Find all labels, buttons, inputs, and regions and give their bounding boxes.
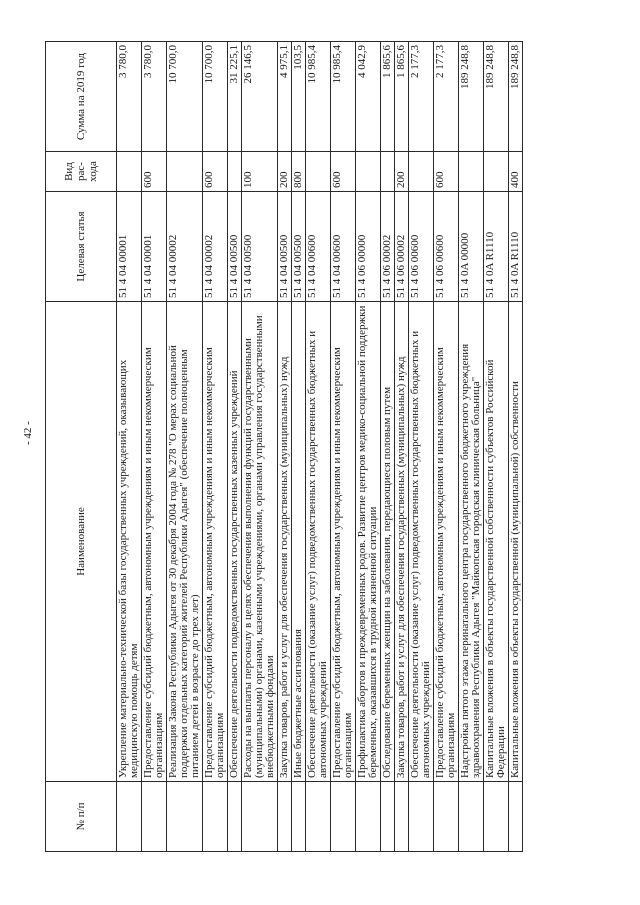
row-name: Надстройка пятого этажа перинатального центра государственного бюджетного учреждения здравоохранения Республики Адыгея "Майкопская городская клиническая больница" — [459, 302, 484, 782]
row-number-cell — [142, 782, 167, 852]
row-number-cell — [278, 782, 292, 852]
row-type: 600 — [142, 152, 167, 192]
row-number-cell — [459, 782, 484, 852]
row-name: Капитальные вложения в объекты государственной (муниципальной) собственности — [509, 302, 523, 782]
row-amount: 26 146,5 — [242, 42, 278, 152]
row-name: Закупка товаров, работ и услуг для обеспечения государственных (муниципальных) нужд — [278, 302, 292, 782]
table-row — [203, 42, 228, 852]
row-name: Предоставление субсидий бюджетным, автономным учреждениям и иным некоммерческим организациям — [331, 302, 356, 782]
row-number-cell — [203, 782, 228, 852]
row-amount: 4 042,9 — [356, 42, 381, 152]
row-type: 800 — [292, 152, 306, 192]
row-type — [167, 152, 203, 192]
table-row — [434, 42, 459, 852]
row-code: 51 4 04 00500 — [292, 192, 306, 302]
row-code: 51 4 04 00500 — [242, 192, 278, 302]
row-amount: 2 177,3 — [409, 42, 434, 152]
row-name: Предоставление субсидий бюджетным, автономным учреждениям и иным некоммерческим организациям — [434, 302, 459, 782]
row-number-cell — [484, 782, 509, 852]
row-type: 200 — [395, 152, 409, 192]
row-type: 600 — [203, 152, 228, 192]
row-name: Обследование беременных женщин на заболевания, передающиеся половым путем — [381, 302, 395, 782]
header-expense-type: Вид рас-хода — [46, 152, 117, 192]
row-type: 600 — [331, 152, 356, 192]
row-code: 51 4 04 00002 — [167, 192, 203, 302]
row-type: 100 — [242, 152, 278, 192]
row-amount: 10 700,0 — [203, 42, 228, 152]
rotated-page-content — [45, 42, 590, 852]
row-type: 200 — [278, 152, 292, 192]
row-type: 400 — [509, 152, 523, 192]
table-row — [228, 42, 242, 852]
row-code: 51 4 06 00002 — [395, 192, 409, 302]
row-number-cell — [306, 782, 331, 852]
row-number-cell — [117, 782, 142, 852]
row-type — [381, 152, 395, 192]
table-row — [381, 42, 395, 852]
row-type — [409, 152, 434, 192]
row-name: Расходы на выплаты персоналу в целях обеспечения выполнения функций государственными (муниципальными) органами, казенными учреждениями, органами управления государственными внебюджетными фондами — [242, 302, 278, 782]
row-number-cell — [434, 782, 459, 852]
row-number-cell — [242, 782, 278, 852]
header-name: Наименование — [46, 302, 117, 782]
row-number-cell — [292, 782, 306, 852]
table-row — [117, 42, 142, 852]
row-name: Капитальные вложения в объекты государственной собственности субъектов Российской Федерации — [484, 302, 509, 782]
table-row — [484, 42, 509, 852]
row-number-cell — [509, 782, 523, 852]
row-code: 51 4 04 00001 — [142, 192, 167, 302]
row-amount: 4 975,1 — [278, 42, 292, 152]
row-type — [117, 152, 142, 192]
row-type — [228, 152, 242, 192]
row-number-cell — [228, 782, 242, 852]
table-row — [242, 42, 278, 852]
header-target-article: Целевая статья — [46, 192, 117, 302]
row-code: 51 4 04 00600 — [331, 192, 356, 302]
table-row — [459, 42, 484, 852]
row-type — [306, 152, 331, 192]
row-type — [459, 152, 484, 192]
row-amount: 1 865,6 — [381, 42, 395, 152]
row-code: 51 4 06 00002 — [381, 192, 395, 302]
row-name: Профилактика абортов и преждевременных родов. Развитие центров медико-социальной поддержки беременных, оказавшихся в трудной жизненной ситуации — [356, 302, 381, 782]
row-code: 51 4 06 00000 — [356, 192, 381, 302]
row-name: Обеспечение деятельности (оказание услуг) подведомственных государственных бюджетных и автономных учреждений — [306, 302, 331, 782]
row-code: 51 4 06 00600 — [434, 192, 459, 302]
row-name: Закупка товаров, работ и услуг для обеспечения государственных (муниципальных) нужд — [395, 302, 409, 782]
table-row — [278, 42, 292, 852]
table-row — [142, 42, 167, 852]
row-number-cell — [395, 782, 409, 852]
row-number-cell — [331, 782, 356, 852]
row-name: Реализация Закона Республики Адыгея от 30 декабря 2004 года № 278 "О мерах социальной поддержки отдельных категорий жителей Республики Адыгея" (обеспечение полноценным питанием детей в возрасте до трех лет) — [167, 302, 203, 782]
row-amount: 3 780,0 — [142, 42, 167, 152]
row-amount: 103,5 — [292, 42, 306, 152]
table-row — [509, 42, 523, 852]
row-name: Предоставление субсидий бюджетным, автономным учреждениям и иным некоммерческим организациям — [203, 302, 228, 782]
row-number-cell — [356, 782, 381, 852]
header-number: № п/п — [46, 782, 117, 852]
budget-table — [45, 41, 523, 852]
table-row — [167, 42, 203, 852]
row-number-cell — [409, 782, 434, 852]
row-amount: 189 248,8 — [459, 42, 484, 152]
row-number-cell — [167, 782, 203, 852]
row-code: 51 4 0A 00000 — [459, 192, 484, 302]
table-row — [292, 42, 306, 852]
table-row — [306, 42, 331, 852]
row-amount: 10 985,4 — [306, 42, 331, 152]
row-type — [356, 152, 381, 192]
header-amount: Сумма на 2019 год — [46, 42, 117, 152]
page-number: - 42 - — [22, 421, 34, 445]
row-name: Обеспечение деятельности (оказание услуг) подведомственных государственных бюджетных и автономных учреждений — [409, 302, 434, 782]
row-amount: 31 225,1 — [228, 42, 242, 152]
row-amount: 189 248,8 — [509, 42, 523, 152]
row-name: Предоставление субсидий бюджетным, автономным учреждениям и иным некоммерческим организациям — [142, 302, 167, 782]
row-amount: 1 865,6 — [395, 42, 409, 152]
row-code: 51 4 04 00600 — [306, 192, 331, 302]
table-row — [356, 42, 381, 852]
row-number-cell — [381, 782, 395, 852]
row-amount: 10 700,0 — [167, 42, 203, 152]
row-name: Обеспечение деятельности подведомственных государственных казенных учреждений — [228, 302, 242, 782]
row-amount: 3 780,0 — [117, 42, 142, 152]
table-row — [409, 42, 434, 852]
row-amount: 189 248,8 — [484, 42, 509, 152]
table-row — [395, 42, 409, 852]
row-amount: 10 985,4 — [331, 42, 356, 152]
row-code: 51 4 04 00001 — [117, 192, 142, 302]
row-type — [484, 152, 509, 192]
row-code: 51 4 04 00002 — [203, 192, 228, 302]
row-type: 600 — [434, 152, 459, 192]
table-header-row — [46, 42, 117, 852]
row-code: 51 4 04 00500 — [278, 192, 292, 302]
row-name: Укрепление материально-технической базы государственных учреждений, оказывающих медицинскую помощь детям — [117, 302, 142, 782]
row-name: Иные бюджетные ассигнования — [292, 302, 306, 782]
row-code: 51 4 04 00500 — [228, 192, 242, 302]
row-code: 51 4 06 00600 — [409, 192, 434, 302]
row-amount: 2 177,3 — [434, 42, 459, 152]
table-row — [331, 42, 356, 852]
row-code: 51 4 0A R1110 — [484, 192, 509, 302]
row-code: 51 4 0A R1110 — [509, 192, 523, 302]
